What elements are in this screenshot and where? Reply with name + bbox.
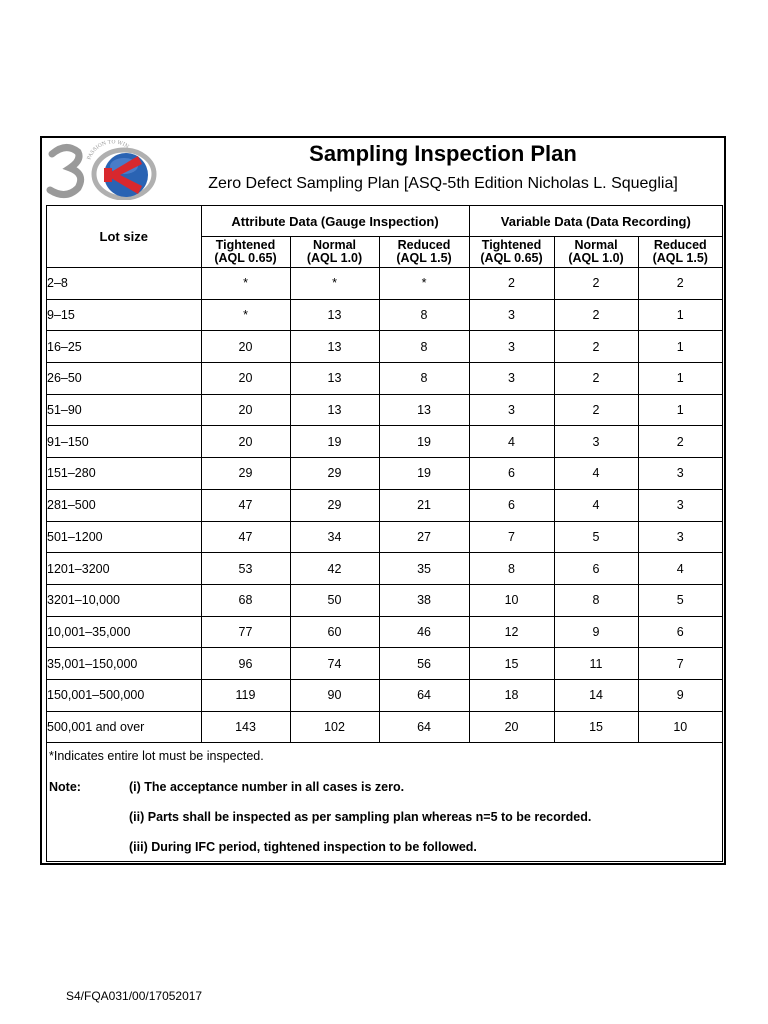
sample-size-cell: 2: [554, 331, 638, 363]
footnote: *Indicates entire lot must be inspected.: [49, 749, 264, 763]
sample-size-cell: 29: [290, 458, 379, 490]
sample-size-cell: 19: [379, 458, 469, 490]
document-frame: [40, 136, 726, 865]
table-body: [47, 268, 722, 743]
lot-size-cell: 501–1200: [47, 521, 201, 553]
sample-size-cell: 19: [290, 426, 379, 458]
sample-size-cell: 6: [469, 489, 554, 521]
sample-size-cell: 9: [554, 616, 638, 648]
sample-size-cell: 29: [201, 458, 290, 490]
sample-size-cell: 13: [379, 394, 469, 426]
sample-size-cell: 90: [290, 679, 379, 711]
sample-size-cell: 6: [469, 458, 554, 490]
sample-size-cell: 10: [469, 584, 554, 616]
sample-size-cell: 2: [554, 299, 638, 331]
page-subtitle: Zero Defect Sampling Plan [ASQ-5th Edition Nicholas L. Squeglia]: [208, 175, 678, 192]
sample-size-cell: 20: [201, 363, 290, 395]
sample-size-cell: 2: [554, 363, 638, 395]
table-row: [47, 711, 722, 743]
sample-size-cell: 19: [379, 426, 469, 458]
sample-size-cell: *: [201, 268, 290, 300]
sample-size-cell: 3: [469, 363, 554, 395]
table-row: [47, 268, 722, 300]
sample-size-cell: 3: [469, 331, 554, 363]
sample-size-cell: 10: [638, 711, 722, 743]
sub-header: Normal (AQL 1.0): [554, 237, 638, 268]
company-logo: [46, 140, 158, 200]
sample-size-cell: *: [379, 268, 469, 300]
sub-header: Tightened (AQL 0.65): [469, 237, 554, 268]
sample-size-cell: 29: [290, 489, 379, 521]
sample-size-cell: 7: [638, 648, 722, 680]
sample-size-cell: 3: [554, 426, 638, 458]
sample-size-cell: 3: [638, 521, 722, 553]
sample-size-cell: 13: [290, 363, 379, 395]
sample-size-cell: 9: [638, 679, 722, 711]
sample-size-cell: 46: [379, 616, 469, 648]
table-row: [47, 394, 722, 426]
lot-size-cell: 91–150: [47, 426, 201, 458]
sample-size-cell: 15: [469, 648, 554, 680]
table-row: [47, 299, 722, 331]
sample-size-cell: 12: [469, 616, 554, 648]
sample-size-cell: 21: [379, 489, 469, 521]
sample-size-cell: 2: [638, 426, 722, 458]
table-row: [47, 458, 722, 490]
lot-size-cell: 9–15: [47, 299, 201, 331]
sample-size-cell: *: [290, 268, 379, 300]
sample-size-cell: 4: [554, 458, 638, 490]
sample-size-cell: 102: [290, 711, 379, 743]
lot-size-cell: 151–280: [47, 458, 201, 490]
sample-size-cell: 20: [201, 394, 290, 426]
sample-size-cell: 14: [554, 679, 638, 711]
lot-size-cell: 1201–3200: [47, 553, 201, 585]
sample-size-cell: 2: [638, 268, 722, 300]
sample-size-cell: 15: [554, 711, 638, 743]
lot-size-cell: 10,001–35,000: [47, 616, 201, 648]
sample-size-cell: 47: [201, 489, 290, 521]
logo-three: [50, 147, 81, 194]
sample-size-cell: 20: [201, 331, 290, 363]
sample-size-cell: 13: [290, 299, 379, 331]
sample-size-cell: 1: [638, 394, 722, 426]
document-number: S4/FQA031/00/17052017: [66, 989, 203, 1003]
note-line: (ii) Parts shall be inspected as per sampling plan whereas n=5 to be recorded.: [129, 810, 592, 824]
sample-size-cell: 4: [554, 489, 638, 521]
sub-header: Reduced (AQL 1.5): [379, 237, 469, 268]
table-row: [47, 426, 722, 458]
logo-arc-text: PASSION TO WIN: [86, 140, 130, 161]
table-row: [47, 648, 722, 680]
sub-header: Reduced (AQL 1.5): [638, 237, 722, 268]
sample-size-cell: 13: [290, 331, 379, 363]
sample-size-cell: 3: [638, 489, 722, 521]
sample-size-cell: 60: [290, 616, 379, 648]
sample-size-cell: 119: [201, 679, 290, 711]
sample-size-cell: 13: [290, 394, 379, 426]
variable-group-header: Variable Data (Data Recording): [469, 206, 722, 237]
sample-size-cell: 11: [554, 648, 638, 680]
sample-size-cell: 3: [469, 299, 554, 331]
sample-size-cell: 5: [638, 584, 722, 616]
sub-header: Normal (AQL 1.0): [290, 237, 379, 268]
table-frame: [46, 205, 723, 862]
lot-size-cell: 2–8: [47, 268, 201, 300]
sample-size-cell: 20: [201, 426, 290, 458]
table-row: [47, 616, 722, 648]
lot-size-cell: 26–50: [47, 363, 201, 395]
sample-size-cell: 5: [554, 521, 638, 553]
sample-size-cell: 27: [379, 521, 469, 553]
sample-size-cell: 1: [638, 331, 722, 363]
sample-size-cell: 96: [201, 648, 290, 680]
sample-size-cell: 6: [638, 616, 722, 648]
table-row: [47, 363, 722, 395]
sub-header: Tightened (AQL 0.65): [201, 237, 290, 268]
sample-size-cell: 8: [379, 363, 469, 395]
sample-size-cell: 42: [290, 553, 379, 585]
table-row: [47, 553, 722, 585]
sample-size-cell: 7: [469, 521, 554, 553]
sampling-table: [47, 206, 722, 743]
lot-size-cell: 3201–10,000: [47, 584, 201, 616]
sample-size-cell: 35: [379, 553, 469, 585]
lot-size-cell: 35,001–150,000: [47, 648, 201, 680]
table-row: [47, 584, 722, 616]
sample-size-cell: 8: [379, 299, 469, 331]
lot-size-cell: 51–90: [47, 394, 201, 426]
lot-size-cell: 16–25: [47, 331, 201, 363]
sample-size-cell: 1: [638, 299, 722, 331]
attribute-group-header: Attribute Data (Gauge Inspection): [201, 206, 469, 237]
sample-size-cell: 4: [469, 426, 554, 458]
table-row: [47, 521, 722, 553]
note-label: Note:: [49, 780, 81, 794]
sample-size-cell: 8: [554, 584, 638, 616]
lot-size-cell: 500,001 and over: [47, 711, 201, 743]
sample-size-cell: 6: [554, 553, 638, 585]
sample-size-cell: 2: [554, 394, 638, 426]
sample-size-cell: 3: [638, 458, 722, 490]
sample-size-cell: 143: [201, 711, 290, 743]
note-line: (iii) During IFC period, tightened inspection to be followed.: [129, 840, 477, 854]
sample-size-cell: 2: [469, 268, 554, 300]
page-title: Sampling Inspection Plan: [309, 141, 577, 166]
sample-size-cell: 56: [379, 648, 469, 680]
table-row: [47, 489, 722, 521]
lot-size-cell: 281–500: [47, 489, 201, 521]
header: [42, 138, 724, 204]
sample-size-cell: 47: [201, 521, 290, 553]
sample-size-cell: 64: [379, 711, 469, 743]
sample-size-cell: 34: [290, 521, 379, 553]
sample-size-cell: 64: [379, 679, 469, 711]
sample-size-cell: 8: [469, 553, 554, 585]
sample-size-cell: 2: [554, 268, 638, 300]
sample-size-cell: *: [201, 299, 290, 331]
note-line: (i) The acceptance number in all cases is zero.: [129, 780, 405, 794]
sample-size-cell: 53: [201, 553, 290, 585]
table-row: [47, 331, 722, 363]
sample-size-cell: 74: [290, 648, 379, 680]
lot-size-cell: 150,001–500,000: [47, 679, 201, 711]
sample-size-cell: 20: [469, 711, 554, 743]
table-row: [47, 679, 722, 711]
sample-size-cell: 8: [379, 331, 469, 363]
sample-size-cell: 1: [638, 363, 722, 395]
sample-size-cell: 4: [638, 553, 722, 585]
sample-size-cell: 18: [469, 679, 554, 711]
sample-size-cell: 3: [469, 394, 554, 426]
lot-size-header: Lot size: [47, 206, 201, 268]
sample-size-cell: 68: [201, 584, 290, 616]
sample-size-cell: 38: [379, 584, 469, 616]
sample-size-cell: 77: [201, 616, 290, 648]
sample-size-cell: 50: [290, 584, 379, 616]
